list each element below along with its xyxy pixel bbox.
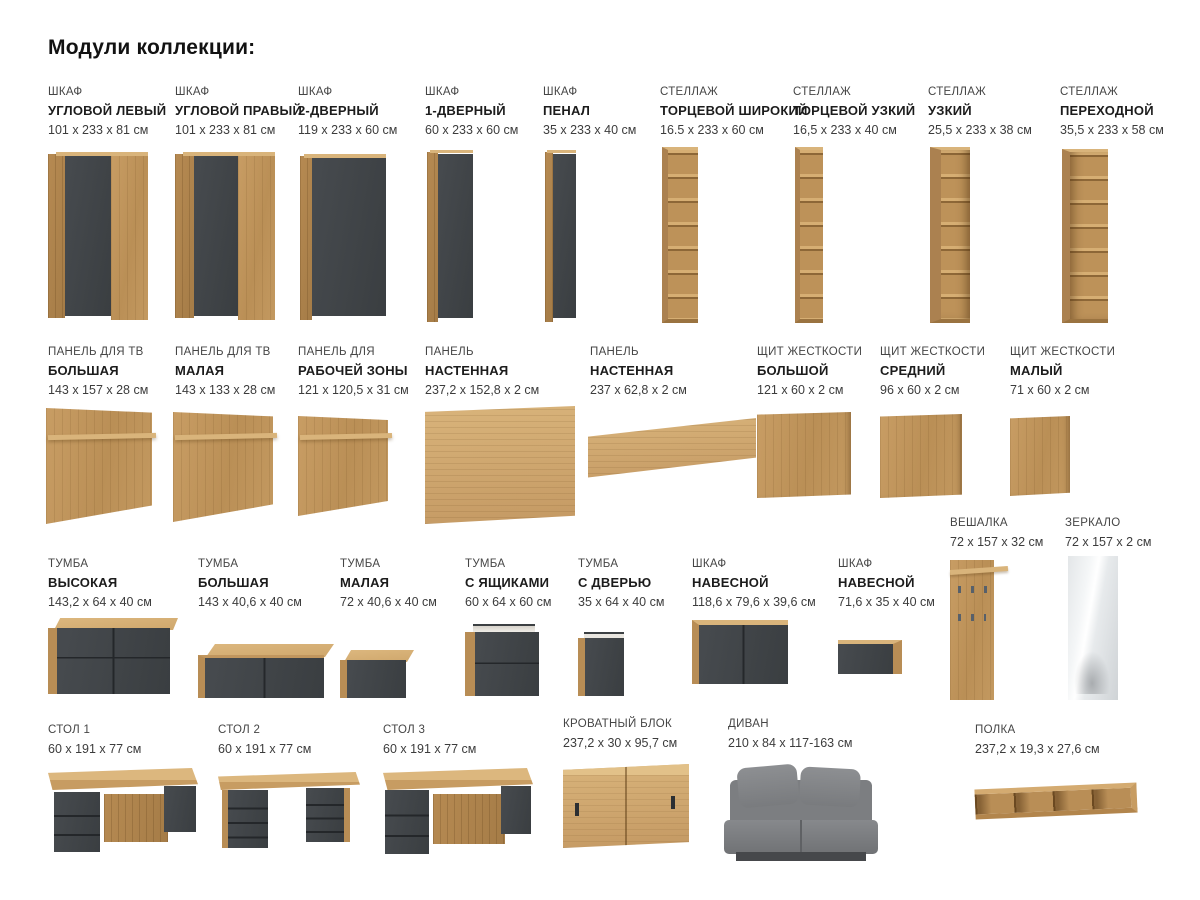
- module-label: [1065, 515, 1151, 552]
- figure-desk-1: [48, 768, 198, 856]
- page-title: Модули коллекции:: [48, 36, 256, 59]
- module-variant: БОЛЬШАЯ: [48, 363, 119, 378]
- module-variant: 1-ДВЕРНЫЙ: [425, 103, 506, 118]
- module-label: [298, 84, 397, 140]
- module-variant: МАЛЫЙ: [1010, 363, 1063, 378]
- back-panel: [104, 794, 168, 842]
- figure-cabinet-drawers: [465, 624, 539, 696]
- module-label: [543, 84, 636, 140]
- module-dimensions: 72 х 157 х 2 см: [1065, 535, 1152, 549]
- module-dimensions: 35 х 233 х 40 см: [543, 123, 637, 137]
- module-category: ТУМБА: [48, 558, 89, 570]
- figure-work-zone-panel: [298, 410, 388, 516]
- module-label: [578, 556, 664, 612]
- module-label: [880, 344, 985, 400]
- dark-door: [194, 156, 238, 316]
- figure-cabinet-door: [578, 632, 624, 696]
- wood-side-panel: [48, 154, 65, 318]
- module-dimensions: 16.5 х 233 х 60 см: [660, 123, 764, 137]
- handle: [575, 803, 579, 816]
- module-category: ЗЕРКАЛО: [1065, 517, 1121, 529]
- module-dimensions: 119 х 233 х 60 см: [298, 123, 398, 137]
- figure-mirror: [1068, 556, 1118, 700]
- module-category: ПАНЕЛЬ: [590, 346, 639, 358]
- module-category: СТЕЛЛАЖ: [928, 86, 987, 98]
- figure-stiff-board-large: [757, 412, 851, 498]
- dark-door: [312, 158, 386, 316]
- module-label: [175, 344, 275, 400]
- module-category: ЩИТ ЖЕСТКОСТИ: [880, 346, 986, 358]
- module-dimensions: 35 х 64 х 40 см: [578, 595, 665, 609]
- figure-cabinet-small: [340, 650, 414, 698]
- module-variant: ПЕРЕХОДНОЙ: [1060, 103, 1154, 118]
- figure-sofa: [722, 764, 880, 862]
- module-label: [218, 722, 311, 759]
- module-category: ВЕШАЛКА: [950, 517, 1008, 529]
- module-category: ТУМБА: [340, 558, 381, 570]
- wood-top: [183, 152, 275, 156]
- drawer-pedestal: [385, 790, 429, 854]
- module-category: ЩИТ ЖЕСТКОСТИ: [1010, 346, 1116, 358]
- module-label: [950, 515, 1043, 552]
- module-variant: ТОРЦЕВОЙ УЗКИЙ: [793, 103, 916, 118]
- figure-wardrobe-corner-left: [48, 152, 148, 320]
- module-label: [838, 556, 935, 612]
- module-category: ШКАФ: [175, 86, 210, 98]
- module-variant: ПЕНАЛ: [543, 103, 591, 118]
- drawer-pedestal: [54, 792, 100, 852]
- module-dimensions: 25,5 х 233 х 38 см: [928, 123, 1032, 137]
- module-label: [340, 556, 437, 612]
- figure-rack-end-wide: [662, 147, 698, 323]
- module-category: ШКАФ: [425, 86, 460, 98]
- handle: [671, 796, 675, 809]
- module-variant: БОЛЬШАЯ: [198, 575, 269, 590]
- figure-wall-panel-narrow: [588, 418, 756, 480]
- module-dimensions: 121 х 60 х 2 см: [757, 383, 844, 397]
- wood-side-panel: [427, 152, 438, 322]
- module-label: [383, 722, 476, 759]
- back-cushion: [799, 766, 861, 807]
- wood-panel: [111, 152, 148, 320]
- seat-cushion: [724, 820, 878, 854]
- module-category: ЩИТ ЖЕСТКОСТИ: [757, 346, 863, 358]
- back-panel: [433, 794, 505, 844]
- figure-hanging-cabinet-big: [692, 620, 788, 684]
- dark-door: [553, 154, 576, 318]
- wood-panel: [238, 152, 275, 320]
- drawer-pedestal: [306, 788, 350, 842]
- wood-top: [430, 150, 473, 153]
- module-label: [590, 344, 687, 400]
- module-category: ШКАФ: [298, 86, 333, 98]
- module-category: СТОЛ 2: [218, 724, 261, 736]
- module-variant: СРЕДНИЙ: [880, 363, 946, 378]
- module-variant: РАБОЧЕЙ ЗОНЫ: [298, 363, 408, 378]
- module-category: КРОВАТНЫЙ БЛОК: [563, 718, 673, 730]
- module-dimensions: 143,2 х 64 х 40 см: [48, 595, 152, 609]
- figure-cabinet-tall: [48, 618, 178, 698]
- figure-wardrobe-2-door: [300, 154, 386, 320]
- module-category: ДИВАН: [728, 718, 769, 730]
- module-dimensions: 60 х 233 х 60 см: [425, 123, 519, 137]
- module-label: [660, 84, 808, 140]
- dark-door: [438, 154, 473, 318]
- module-category: ПАНЕЛЬ: [425, 346, 474, 358]
- figure-rack-end-narrow: [795, 147, 823, 323]
- module-dimensions: 237,2 х 19,3 х 27,6 см: [975, 742, 1100, 756]
- module-variant: НАСТЕННАЯ: [425, 363, 509, 378]
- module-variant: УГЛОВОЙ ПРАВЫЙ: [175, 103, 303, 118]
- module-dimensions: 96 х 60 х 2 см: [880, 383, 960, 397]
- wood-side-panel: [175, 154, 194, 318]
- module-label: [1060, 84, 1164, 140]
- figure-wardrobe-corner-right: [175, 152, 275, 320]
- drawer-pedestal: [222, 790, 268, 848]
- module-label: [48, 722, 141, 759]
- dark-door: [340, 660, 406, 698]
- module-label: [48, 84, 166, 140]
- dark-doors: [198, 655, 324, 698]
- figure-rack-transition: [1062, 149, 1108, 323]
- module-label: [563, 716, 677, 753]
- module-label: [48, 344, 148, 400]
- figure-wall-panel-large: [425, 406, 575, 524]
- dark-cabinet: [164, 786, 196, 832]
- figure-cabinet-big: [198, 644, 334, 698]
- module-category: СТЕЛЛАЖ: [793, 86, 852, 98]
- module-variant: БОЛЬШОЙ: [757, 363, 829, 378]
- module-dimensions: 72 х 40,6 х 40 см: [340, 595, 437, 609]
- module-label: [728, 716, 852, 753]
- wood-top: [547, 150, 576, 153]
- figure-tv-panel-large: [46, 402, 152, 524]
- module-dimensions: 60 х 191 х 77 см: [383, 742, 477, 756]
- module-category: СТЕЛЛАЖ: [660, 86, 719, 98]
- module-category: ПАНЕЛЬ ДЛЯ: [298, 346, 375, 358]
- wood-side-panel: [545, 152, 553, 322]
- module-category: ШКАФ: [543, 86, 578, 98]
- module-variant: МАЛАЯ: [340, 575, 390, 590]
- module-label: [425, 84, 518, 140]
- wood-top: [304, 154, 386, 158]
- module-label: [928, 84, 1032, 140]
- figure-wardrobe-1-door: [427, 150, 473, 322]
- figure-rack-narrow: [930, 147, 970, 323]
- module-label: [975, 722, 1100, 759]
- module-dimensions: 60 х 191 х 77 см: [218, 742, 312, 756]
- wood-side-panel: [300, 156, 312, 320]
- hook-row: [958, 614, 986, 621]
- module-variant: С ДВЕРЬЮ: [578, 575, 652, 590]
- open-top: [473, 624, 535, 632]
- module-category: СТОЛ 3: [383, 724, 426, 736]
- wood-top: [56, 152, 148, 156]
- module-dimensions: 237,2 х 30 х 95,7 см: [563, 736, 678, 750]
- module-category: ПАНЕЛЬ ДЛЯ ТВ: [48, 346, 144, 358]
- plinth: [736, 852, 866, 861]
- figure-stiff-board-medium: [880, 414, 962, 498]
- module-dimensions: 60 х 191 х 77 см: [48, 742, 142, 756]
- figure-stiff-board-small: [1010, 416, 1070, 496]
- dark-door: [578, 638, 624, 696]
- module-dimensions: 72 х 157 х 32 см: [950, 535, 1044, 549]
- module-variant: НАВЕСНОЙ: [838, 575, 915, 590]
- module-variant: 2-ДВЕРНЫЙ: [298, 103, 379, 118]
- module-variant: НАВЕСНОЙ: [692, 575, 769, 590]
- dark-cabinet: [501, 786, 531, 834]
- hook-row: [958, 586, 988, 593]
- module-category: ТУМБА: [578, 558, 619, 570]
- module-category: ШКАФ: [692, 558, 727, 570]
- module-dimensions: 71 х 60 х 2 см: [1010, 383, 1090, 397]
- figure-tv-panel-small: [173, 406, 273, 522]
- module-variant: ТОРЦЕВОЙ ШИРОКИЙ: [660, 103, 808, 118]
- wood-panel: [46, 408, 152, 524]
- module-dimensions: 210 х 84 х 117-163 см: [728, 736, 853, 750]
- module-category: ПАНЕЛЬ ДЛЯ ТВ: [175, 346, 271, 358]
- module-label: [465, 556, 551, 612]
- wood-panel: [173, 412, 273, 522]
- wood-shelf: [974, 782, 1137, 819]
- module-dimensions: 143 х 133 х 28 см: [175, 383, 276, 397]
- figure-wardrobe-penal: [545, 150, 576, 322]
- module-label: [198, 556, 302, 612]
- module-variant: УЗКИЙ: [928, 103, 972, 118]
- module-category: ТУМБА: [465, 558, 506, 570]
- module-label: [298, 344, 409, 400]
- module-label: [692, 556, 816, 612]
- figure-shelf: [975, 780, 1137, 822]
- module-category: ПОЛКА: [975, 724, 1016, 736]
- module-category: ШКАФ: [838, 558, 873, 570]
- module-category: СТЕЛЛАЖ: [1060, 86, 1119, 98]
- figure-bed-block: [563, 764, 689, 848]
- module-label: [175, 84, 302, 140]
- module-dimensions: 143 х 157 х 28 см: [48, 383, 149, 397]
- module-dimensions: 237,2 х 152,8 х 2 см: [425, 383, 540, 397]
- module-variant: УГЛОВОЙ ЛЕВЫЙ: [48, 103, 167, 118]
- wood-panel: [298, 416, 388, 516]
- module-variant: МАЛАЯ: [175, 363, 225, 378]
- drawer-front: [465, 632, 539, 696]
- module-dimensions: 121 х 120,5 х 31 см: [298, 383, 409, 397]
- module-dimensions: 35,5 х 233 х 58 см: [1060, 123, 1164, 137]
- drawer-front: [48, 628, 170, 694]
- module-label: [793, 84, 915, 140]
- module-dimensions: 118,6 х 79,6 х 39,6 см: [692, 595, 816, 609]
- figure-hanging-cabinet-small: [838, 640, 902, 674]
- module-dimensions: 101 х 233 х 81 см: [48, 123, 149, 137]
- dark-door: [65, 156, 111, 316]
- module-label: [425, 344, 539, 400]
- module-dimensions: 16,5 х 233 х 40 см: [793, 123, 897, 137]
- module-variant: С ЯЩИКАМИ: [465, 575, 550, 590]
- figure-coat-rack: [950, 556, 1008, 700]
- wood-panel: [950, 560, 994, 700]
- module-dimensions: 143 х 40,6 х 40 см: [198, 595, 302, 609]
- figure-desk-2: [218, 772, 360, 852]
- module-dimensions: 71,6 х 35 х 40 см: [838, 595, 935, 609]
- module-category: ШКАФ: [48, 86, 83, 98]
- module-category: СТОЛ 1: [48, 724, 91, 736]
- module-dimensions: 101 х 233 х 81 см: [175, 123, 276, 137]
- module-label: [48, 556, 152, 612]
- module-variant: ВЫСОКАЯ: [48, 575, 118, 590]
- module-label: [757, 344, 862, 400]
- module-variant: НАСТЕННАЯ: [590, 363, 674, 378]
- module-label: [1010, 344, 1115, 400]
- back-cushion: [736, 763, 799, 808]
- module-dimensions: 237 х 62,8 х 2 см: [590, 383, 687, 397]
- module-category: ТУМБА: [198, 558, 239, 570]
- figure-desk-3: [383, 768, 533, 856]
- module-dimensions: 60 х 64 х 60 см: [465, 595, 552, 609]
